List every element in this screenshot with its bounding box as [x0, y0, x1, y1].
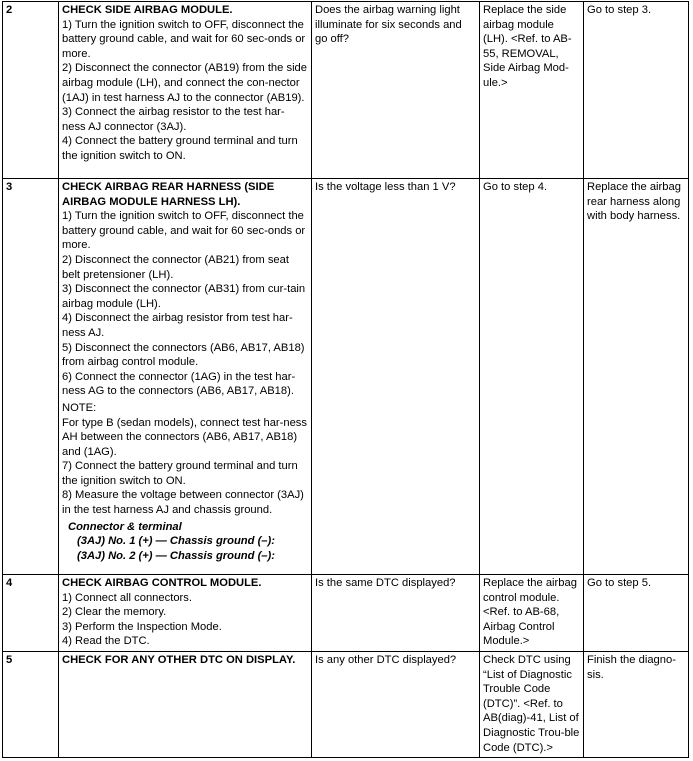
procedure-line: 3) Perform the Inspection Mode. [62, 620, 222, 633]
procedure-line: 3) Disconnect the connector (AB31) from cur-tain airbag module (LH). [62, 283, 306, 310]
connector-terminal-item: (3AJ) No. 2 (+) — Chassis ground (–): [77, 549, 275, 562]
procedure-title: CHECK SIDE AIRBAG MODULE. [62, 4, 233, 16]
procedure-line: 1) Connect all connectors. [62, 591, 192, 604]
note-label: NOTE: [62, 401, 97, 414]
procedure-line: 4) Read the DTC. [62, 635, 150, 648]
procedure-line: 8) Measure the voltage between connector (3AJ) in the test harness AJ and chassis ground. [62, 489, 304, 517]
step-number: 3 [3, 179, 59, 575]
procedure-title: CHECK FOR ANY OTHER DTC ON DISPLAY. [62, 653, 296, 666]
procedure-line: 2) Clear the memory. [62, 606, 167, 619]
check-cell: Does the airbag warning light illuminate for six seconds and go off? [312, 2, 480, 179]
yes-cell: Replace the side airbag module (LH). <Ref. to AB-55, REMOVAL, Side Airbag Mod-ule.> [480, 2, 584, 179]
yes-cell: Replace the airbag control module. <Ref. to AB-68, Airbag Control Module.> [480, 575, 584, 652]
yes-cell: Go to step 4. [480, 179, 584, 575]
table-row [3, 179, 689, 575]
procedure-line: 6) Connect the connector (1AG) in the test har-ness AG to the connectors (AB6, AB17, AB18). [62, 370, 296, 398]
diagnostic-procedure-table [2, 1, 689, 758]
step-number: 4 [3, 575, 59, 652]
procedure-line: 2) Disconnect the connector (AB21) from seat belt pretensioner (LH). [62, 253, 289, 281]
table-row [3, 2, 689, 179]
no-cell: Go to step 5. [584, 575, 689, 652]
note-text: For type B (sedan models), connect test har-ness AH between the connectors (AB6, AB17, AB18) and (1AG). [62, 416, 307, 458]
procedure-line: 7) Connect the battery ground terminal and turn the ignition switch to ON. [62, 460, 298, 487]
procedure-cell [59, 651, 312, 757]
yes-cell: Check DTC using “List of Diagnostic Trouble Code (DTC)”. <Ref. to AB(diag)-41, List of Diagnostic Trou-ble Code (DTC).> [480, 651, 584, 757]
connector-terminal-heading: Connector & terminal [68, 520, 182, 533]
no-cell: Finish the diagno-sis. [584, 651, 689, 757]
procedure-cell [59, 2, 312, 179]
no-cell: Replace the airbag rear harness along with body harness. [584, 179, 689, 575]
procedure-cell [59, 179, 312, 575]
connector-terminal-item: (3AJ) No. 1 (+) — Chassis ground (–): [77, 535, 275, 548]
no-cell: Go to step 3. [584, 2, 689, 179]
check-cell: Is the same DTC displayed? [312, 575, 480, 652]
check-cell: Is any other DTC displayed? [312, 651, 480, 757]
procedure-line: 1) Turn the ignition switch to OFF, disconnect the battery ground cable, and wait for 60 sec-onds or more. [62, 18, 306, 60]
procedure-line: 4) Disconnect the airbag resistor from test har-ness AJ. [62, 312, 293, 339]
procedure-line: 5) Disconnect the connectors (AB6, AB17, AB18) from airbag control module. [62, 341, 305, 369]
step-number: 5 [3, 651, 59, 757]
procedure-cell [59, 575, 312, 652]
procedure-line: 3) Connect the airbag resistor to the test har-ness AJ connector (3AJ). [62, 106, 285, 133]
procedure-line: 1) Turn the ignition switch to OFF, disconnect the battery ground cable, and wait for 60 sec-onds or more. [62, 210, 306, 252]
procedure-line: 4) Connect the battery ground terminal and turn the ignition switch to ON. [62, 135, 298, 162]
table-row [3, 575, 689, 652]
step-number: 2 [3, 2, 59, 179]
procedure-line: 2) Disconnect the connector (AB19) from the side airbag module (LH), and connect the con-nector (1AJ) in test harness AJ to the connector (AB19). [62, 62, 307, 104]
table-row [3, 651, 689, 757]
procedure-title: CHECK AIRBAG CONTROL MODULE. [62, 577, 262, 589]
check-cell: Is the voltage less than 1 V? [312, 179, 480, 575]
procedure-title: CHECK AIRBAG REAR HARNESS (SIDE AIRBAG MODULE HARNESS LH). [62, 181, 275, 208]
